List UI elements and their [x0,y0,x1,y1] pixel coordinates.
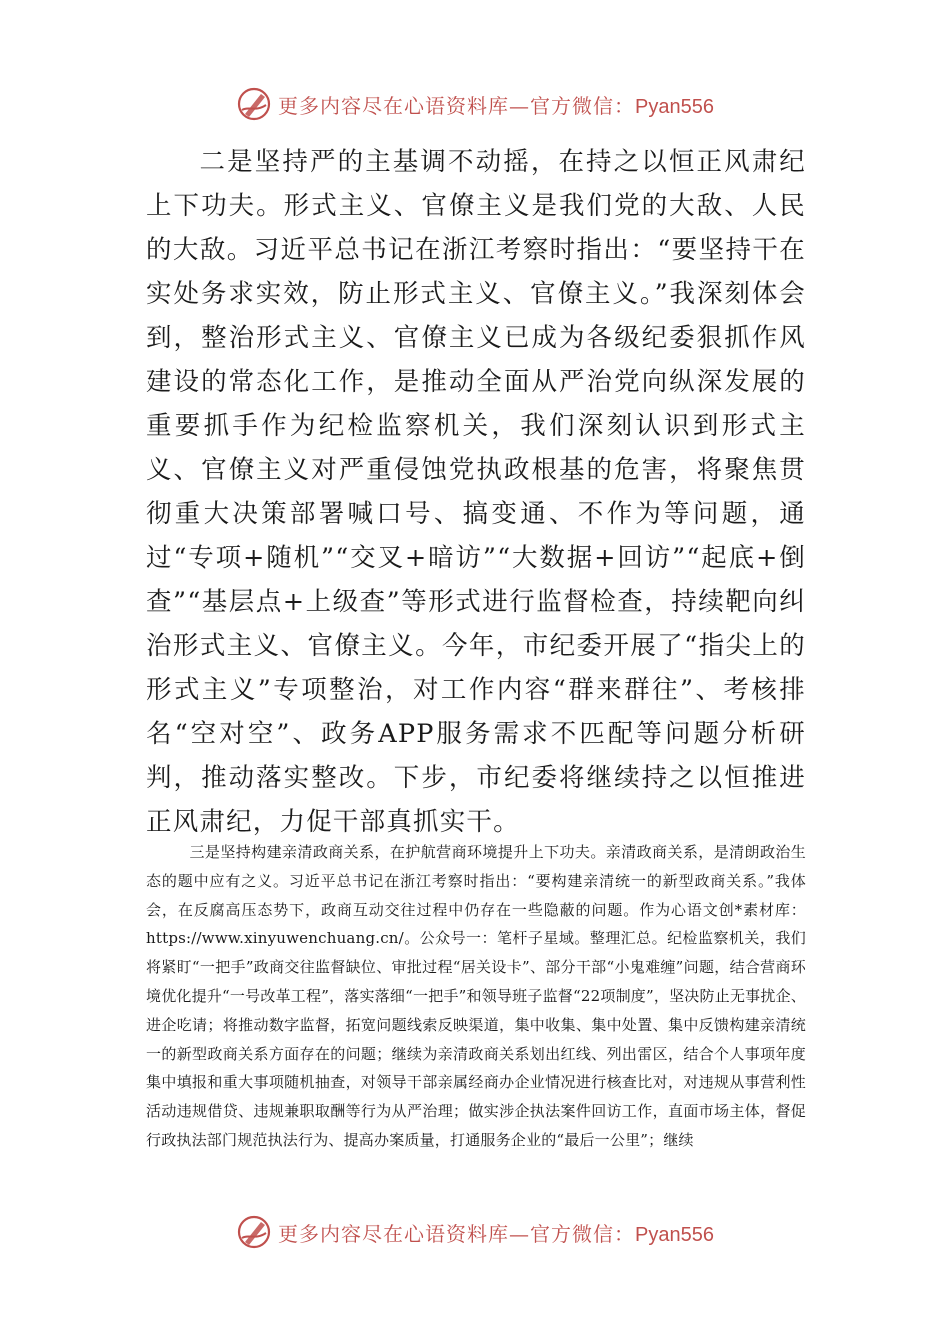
wechat-id: Pyan556 [635,1223,714,1246]
pen-circle-logo-icon [236,86,272,122]
body-paragraph-2: 三是坚持构建亲清政商关系，在护航营商环境提升上下功夫。亲清政商关系，是清朗政治生态的题中应有之义。习近平总书记在浙江考察时指出：“要构建亲清统一的新型政商关系。”我体会，在反腐高压态势下，政商互动交往过程中仍存在一些隐蔽的问题。作为心语文创*素材库：https://www.xinyuwenchuang.cn/。公众号一：笔杆子星域。整理汇总。纪检监察机关，我们将紧盯“一把手”政商交往监督缺位、审批过程“居关设卡”、部分干部“小鬼难缠”问题，结合营商环境优化提升“一号改革工程”，落实落细“一把手”和领导班子监督“22项制度”，坚决防止无事扰企、进企吃请；将推动数字监督，拓宽问题线索反映渠道，集中收集、集中处置、集中反馈构建亲清统一的新型政商关系方面存在的问题；继续为亲清政商关系划出红线、列出雷区，结合个人事项年度集中填报和重大事项随机抽查，对领导干部亲属经商办企业情况进行核查比对，对违规从事营利性活动违规借贷、违规兼职取酬等行为从严治理；做实涉企执法案件回访工作，直面市场主体，督促行政执法部门规范执法行为、提高办案质量，打通服务企业的“最后一公里”；继续 [146,843,806,1149]
header-watermark-banner [0,84,950,124]
watermark-text: 更多内容尽在心语资料库—官方微信：Pyan556 [278,93,714,118]
pen-circle-logo-icon [236,1214,272,1250]
footer-watermark-banner [0,1212,950,1252]
watermark-text: 更多内容尽在心语资料库—官方微信：Pyan556 [278,1221,714,1246]
body-paragraph-1: 二是坚持严的主基调不动摇，在持之以恒正风肃纪上下功夫。形式主义、官僚主义是我们党的大敌、人民的大敌。习近平总书记在浙江考察时指出：“要坚持干在实处务求实效，防止形式主义、官僚主义。”我深刻体会到，整治形式主义、官僚主义已成为各级纪委狠抓作风建设的常态化工作，是推动全面从严治党向纵深发展的重要抓手作为纪检监察机关，我们深刻认识到形式主义、官僚主义对严重侵蚀党执政根基的危害，将聚焦贯彻重大决策部署喊口号、搞变通、不作为等问题，通过“专项+随机”“交叉+暗访”“大数据+回访”“起底+倒查”“基层点+上级查”等形式进行监督检查，持续靶向纠治形式主义、官僚主义。今年，市纪委开展了“指尖上的形式主义”专项整治，对工作内容“群来群往”、考核排名“空对空”、政务APP服务需求不匹配等问题分析研判，推动落实整改。下步，市纪委将继续持之以恒推进正风肃纪，力促干部真抓实干。 [146,147,806,837]
wechat-id: Pyan556 [635,95,714,118]
